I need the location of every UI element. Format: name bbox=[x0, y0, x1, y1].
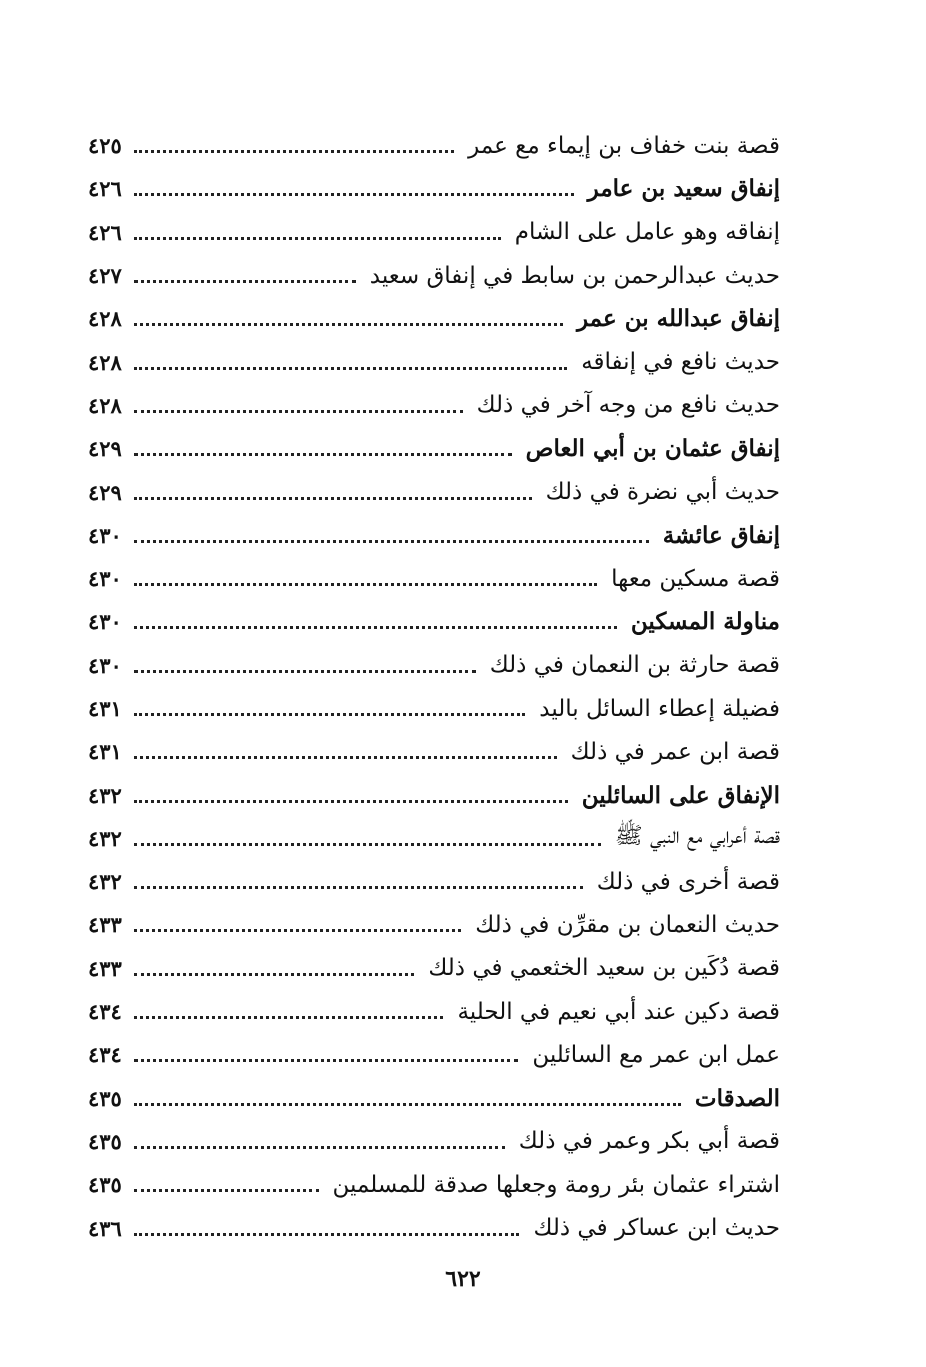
toc-entry bbox=[88, 384, 780, 427]
toc-entry bbox=[88, 730, 780, 773]
dot-leader bbox=[134, 280, 356, 283]
toc-entry bbox=[88, 817, 780, 860]
toc-entry bbox=[88, 1163, 780, 1206]
toc-entry-title: حديث النعمان بن مقرِّن في ذلك bbox=[475, 911, 780, 938]
toc-entry-title: قصة أبي بكر وعمر في ذلك bbox=[518, 1128, 780, 1155]
toc-entry-title: إنفاقه وهو عامل على الشام bbox=[514, 219, 780, 246]
dot-leader bbox=[134, 713, 525, 716]
page-number: ٦٢٢ bbox=[445, 1266, 481, 1292]
toc-entry-page: ٤٣١ bbox=[88, 739, 122, 765]
toc-entry-page: ٤٣١ bbox=[88, 696, 122, 721]
toc-entry-page: ٤٣٤ bbox=[88, 1042, 122, 1068]
dot-leader bbox=[134, 193, 574, 196]
dot-leader bbox=[134, 1103, 681, 1106]
dot-leader bbox=[134, 540, 649, 543]
toc-entry-title: قصة بنت خفاف بن إيماء مع عمر bbox=[468, 132, 780, 159]
toc-entry-title: حديث عبدالرحمن بن سابط في إنفاق سعيد bbox=[369, 262, 780, 289]
toc-entry bbox=[88, 211, 780, 254]
toc-entry-title: قصة أخرى في ذلك bbox=[596, 868, 780, 895]
toc-entry-page: ٤٢٦ bbox=[88, 219, 122, 245]
toc-entry-page: ٤٣٥ bbox=[88, 1085, 122, 1111]
toc-entry bbox=[88, 860, 780, 903]
toc-entry-title: قصة حارثة بن النعمان في ذلك bbox=[489, 652, 780, 679]
toc-entry bbox=[88, 990, 780, 1033]
toc-entry-title: إنفاق عثمان بن أبي العاص bbox=[525, 435, 780, 463]
dot-leader bbox=[134, 583, 597, 586]
toc-entry-title: حديث ابن عساكر في ذلك bbox=[533, 1215, 780, 1242]
dot-leader bbox=[134, 1233, 519, 1236]
toc-section-heading bbox=[88, 773, 780, 816]
dot-leader bbox=[134, 626, 617, 629]
toc-entry-page: ٤٢٩ bbox=[88, 479, 122, 505]
toc-entry-page: ٤٣٦ bbox=[88, 1215, 122, 1241]
toc-entry-title: قصة مسكين معها bbox=[611, 565, 780, 592]
toc-entry-title: فضيلة إعطاء السائل باليد bbox=[539, 695, 780, 722]
toc-entry-page: ٤٣٣ bbox=[88, 912, 122, 938]
toc-entry-title: الإنفاق على السائلين bbox=[581, 781, 780, 809]
toc-entry bbox=[88, 340, 780, 383]
toc-entry bbox=[88, 687, 780, 730]
toc-entry-title: قصة ابن عمر في ذلك bbox=[570, 738, 780, 765]
toc-entry-page: ٤٣٥ bbox=[88, 1172, 122, 1198]
toc-entry-page: ٤٢٩ bbox=[88, 436, 122, 462]
dot-leader bbox=[134, 453, 512, 456]
toc-entry bbox=[88, 470, 780, 513]
dot-leader bbox=[134, 1146, 505, 1149]
dot-leader bbox=[134, 150, 454, 153]
table-of-contents bbox=[88, 124, 780, 1250]
dot-leader bbox=[134, 973, 414, 976]
toc-entry bbox=[88, 1120, 780, 1163]
dot-leader bbox=[134, 843, 601, 846]
toc-entry-title: حديث أبي نضرة في ذلك bbox=[545, 479, 780, 506]
dot-leader bbox=[134, 1016, 443, 1019]
toc-entry-title: حديث نافع في إنفاقه bbox=[581, 349, 780, 376]
dot-leader bbox=[134, 497, 532, 500]
toc-section-heading bbox=[88, 427, 780, 470]
dot-leader bbox=[134, 410, 463, 413]
toc-section-heading bbox=[88, 167, 780, 210]
toc-entry-page: ٤٣٢ bbox=[88, 825, 122, 851]
dot-leader bbox=[134, 670, 476, 673]
toc-entry-page: ٤٢٥ bbox=[88, 133, 122, 159]
dot-leader bbox=[134, 1059, 518, 1062]
toc-entry-page: ٤٣٠ bbox=[88, 609, 122, 635]
toc-section-heading bbox=[88, 514, 780, 557]
toc-entry bbox=[88, 903, 780, 946]
toc-entry-title: قصة دُكَين بن سعيد الخثعمي في ذلك bbox=[428, 955, 780, 982]
toc-entry bbox=[88, 1033, 780, 1076]
toc-entry-page: ٤٣٠ bbox=[88, 522, 122, 548]
dot-leader bbox=[134, 929, 461, 932]
toc-entry bbox=[88, 644, 780, 687]
toc-section-heading bbox=[88, 1077, 780, 1120]
toc-entry-page: ٤٣٢ bbox=[88, 869, 122, 895]
toc-entry-title: قصة أعرابي مع النبي ﷺ bbox=[614, 823, 780, 850]
dot-leader bbox=[134, 886, 583, 889]
toc-entry-title: اشتراء عثمان بئر رومة وجعلها صدقة للمسلمين bbox=[332, 1171, 780, 1198]
toc-entry-title: مناولة المسكين bbox=[630, 608, 780, 636]
toc-entry-title: قصة دكين عند أبي نعيم في الحلية bbox=[457, 998, 780, 1025]
toc-entry-page: ٤٢٦ bbox=[88, 176, 122, 202]
toc-entry-title: إنفاق عبدالله بن عمر bbox=[576, 305, 780, 333]
toc-entry-page: ٤٢٨ bbox=[88, 392, 122, 418]
toc-section-heading bbox=[88, 297, 780, 340]
toc-entry-page: ٤٣٤ bbox=[88, 999, 122, 1025]
toc-entry-page: ٤٢٨ bbox=[88, 306, 122, 332]
dot-leader bbox=[134, 367, 567, 370]
toc-entry bbox=[88, 1206, 780, 1249]
toc-entry bbox=[88, 947, 780, 990]
toc-entry-page: ٤٢٨ bbox=[88, 349, 122, 375]
toc-entry-page: ٤٣٠ bbox=[88, 652, 122, 678]
toc-entry-page: ٤٢٧ bbox=[88, 263, 122, 289]
toc-entry-page: ٤٣٣ bbox=[88, 955, 122, 981]
toc-entry bbox=[88, 124, 780, 167]
toc-entry-title: الصدقات bbox=[694, 1084, 780, 1112]
toc-entry bbox=[88, 557, 780, 600]
toc-entry-page: ٤٣٥ bbox=[88, 1128, 122, 1154]
dot-leader bbox=[134, 800, 568, 803]
toc-entry-title: حديث نافع من وجه آخر في ذلك bbox=[476, 392, 780, 419]
toc-section-heading bbox=[88, 600, 780, 643]
toc-entry-title: عمل ابن عمر مع السائلين bbox=[532, 1041, 780, 1068]
dot-leader bbox=[134, 756, 557, 759]
toc-entry-page: ٤٣٠ bbox=[88, 566, 122, 592]
dot-leader bbox=[134, 237, 501, 240]
toc-entry-title: إنفاق سعيد بن عامر bbox=[587, 175, 780, 203]
dot-leader bbox=[134, 1189, 319, 1192]
toc-entry-page: ٤٣٢ bbox=[88, 782, 122, 808]
dot-leader bbox=[134, 323, 563, 326]
toc-entry bbox=[88, 254, 780, 297]
toc-entry-title: إنفاق عائشة bbox=[662, 521, 780, 549]
